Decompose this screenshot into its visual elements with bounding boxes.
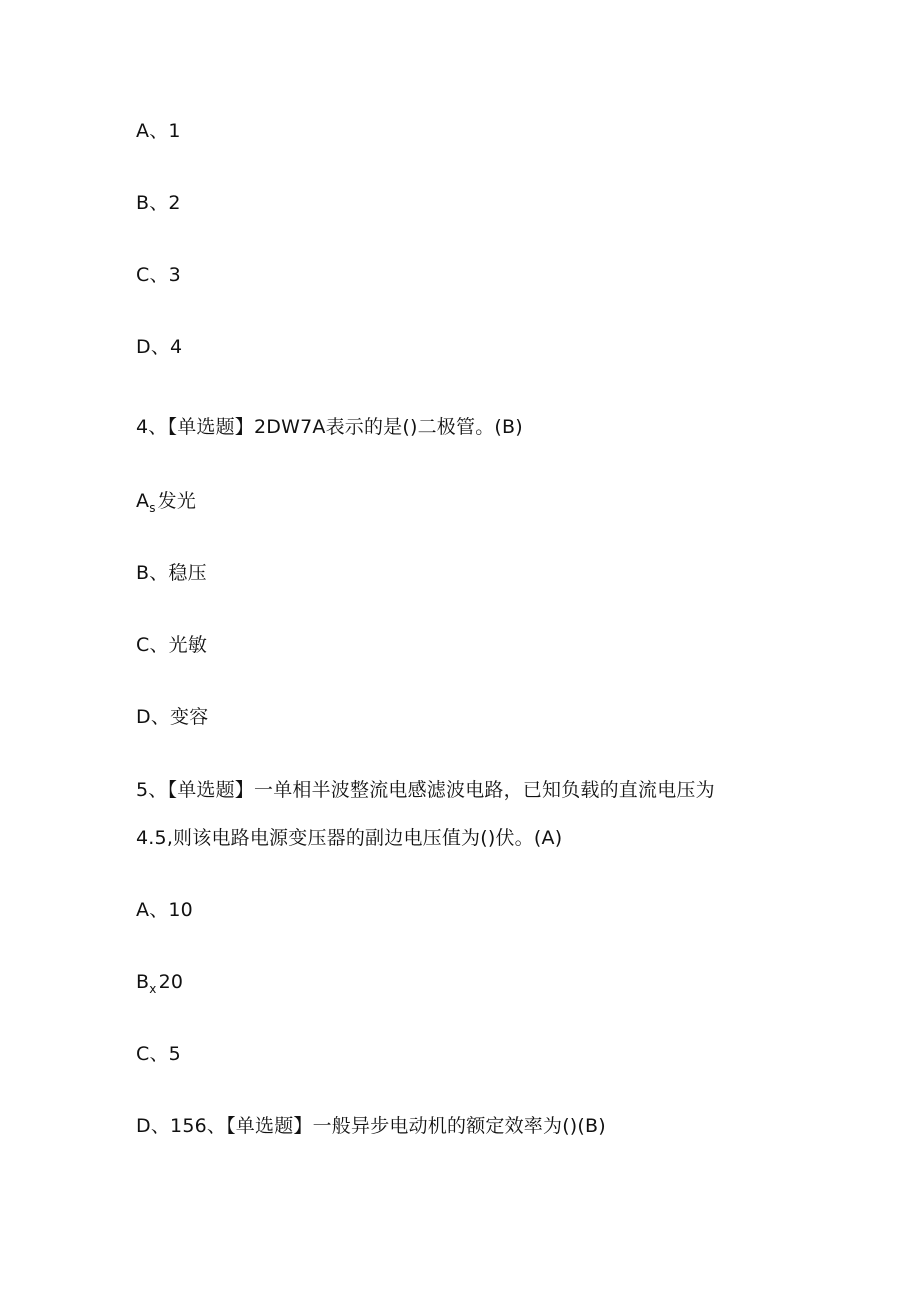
q4-option-b: B、稳压 bbox=[136, 562, 207, 584]
q4-option-a-text: 发光 bbox=[157, 490, 197, 512]
q3-option-c: C、3 bbox=[136, 264, 181, 286]
q5-option-b-mark: x bbox=[149, 982, 157, 996]
q5-option-d-with-q6: D、156、【单选题】一般异步电动机的额定效率为()(B) bbox=[136, 1115, 606, 1137]
q5-option-a: A、10 bbox=[136, 899, 193, 921]
q4-option-c: C、光敏 bbox=[136, 634, 208, 656]
q3-option-b: B、2 bbox=[136, 192, 181, 214]
q4-option-a bbox=[136, 489, 196, 515]
q5-option-c: C、5 bbox=[136, 1043, 181, 1065]
q3-option-d: D、4 bbox=[136, 336, 183, 358]
q5-option-b-text: 20 bbox=[158, 971, 184, 993]
q4-option-d: D、变容 bbox=[136, 706, 209, 728]
q4-stem: 4、【单选题】2DW7A表示的是()二极管。(B) bbox=[136, 416, 523, 438]
q4-option-a-letter: A bbox=[136, 490, 150, 512]
q3-option-a: A、1 bbox=[136, 120, 181, 142]
q4-option-a-mark: s bbox=[149, 501, 156, 515]
q5-stem-line2: 4.5,则该电路电源变压器的副边电压值为()伏。(A) bbox=[136, 827, 563, 849]
q5-stem-line1: 5、【单选题】一单相半波整流电感滤波电路，已知负载的直流电压为 bbox=[136, 779, 715, 801]
q5-option-b-letter: B bbox=[136, 971, 150, 993]
q5-option-b bbox=[136, 970, 183, 996]
